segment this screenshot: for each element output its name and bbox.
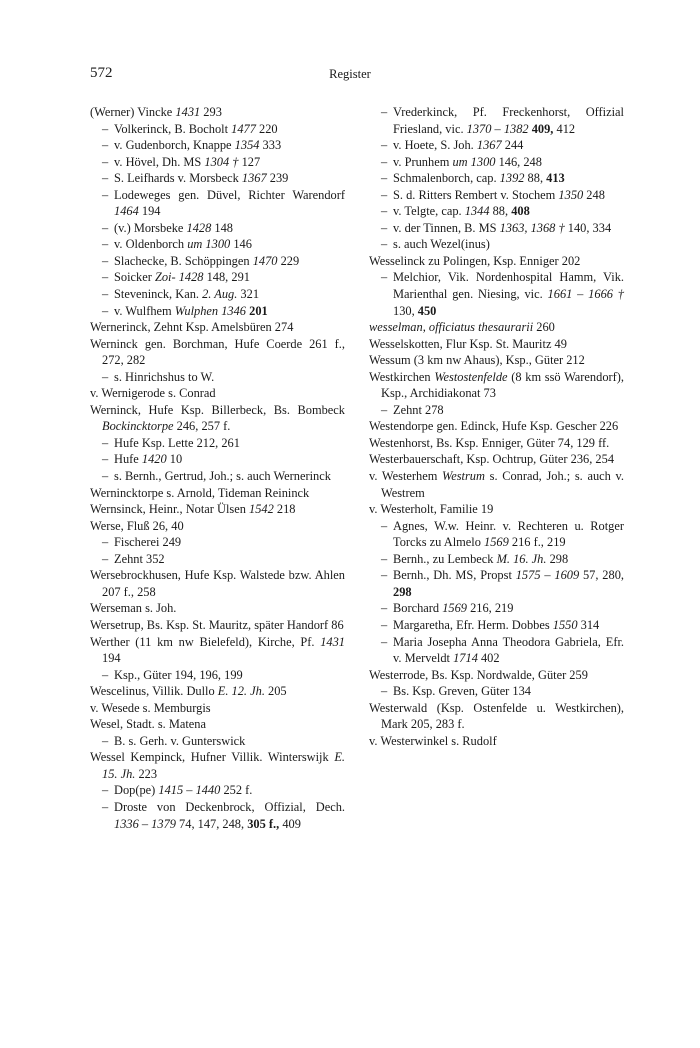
index-entry (369, 600, 624, 617)
index-entry (369, 418, 624, 435)
index-entry (369, 551, 624, 568)
entry-text: v. Westerwinkel s. Rudolf (369, 733, 497, 748)
index-entry (369, 170, 624, 187)
entry-text: 146 (230, 237, 252, 252)
index-entry (369, 203, 624, 220)
entry-text: 1431 (320, 634, 345, 649)
index-entry (90, 303, 345, 320)
entry-text: Wescelinus, Villik. Dullo (90, 684, 218, 699)
index-entry (90, 567, 345, 600)
entry-text: 1415 – 1440 (158, 783, 221, 798)
entry-text: 88, (489, 204, 512, 219)
index-entry (369, 501, 624, 518)
sub-entry-dash: – (102, 220, 109, 235)
entry-text: 293 (200, 105, 222, 119)
entry-text: Steveninck, Kan. (114, 287, 203, 302)
entry-text: Westerrode, Bs. Ksp. Nordwalde, Güter 259 (369, 667, 588, 682)
index-entry (369, 269, 624, 319)
entry-text: wesselman, officiatus thesaurarii (369, 320, 534, 335)
index-entry (369, 518, 624, 551)
entry-text: 216, 219 (466, 601, 514, 616)
sub-entry-dash: – (102, 435, 109, 450)
sub-entry-dash: – (381, 187, 388, 202)
entry-text: 10 (166, 452, 183, 467)
index-entry (90, 485, 345, 502)
index-entry (90, 799, 345, 832)
entry-text: Westerwald (Ksp. Ostenfelde u. Westkirchen), Mark 205, 283 f. (369, 700, 624, 732)
entry-text: 314 (577, 617, 600, 632)
entry-text: Westostenfelde (434, 369, 508, 384)
entry-text: v. Oldenborch (114, 237, 188, 252)
index-entry (90, 121, 345, 138)
entry-text: 223 (135, 766, 158, 781)
index-entry (90, 336, 345, 369)
entry-text: 1431 (175, 105, 201, 119)
index-entry (90, 749, 345, 782)
index-entry (369, 451, 624, 468)
entry-text: Wersebrockhusen, Hufe Ksp. Walstede bzw. Ahlen 207 f., 258 (90, 568, 345, 599)
sub-entry-dash: – (381, 270, 388, 285)
entry-text: 409 (279, 816, 301, 831)
entry-text: 2. Aug. (202, 287, 238, 302)
entry-text: Westkirchen (369, 369, 435, 384)
index-entry (369, 667, 624, 684)
entry-text: Westrum (442, 469, 485, 484)
entry-text: 88, (524, 171, 547, 186)
sub-entry-dash: – (381, 171, 388, 186)
index-entry (90, 667, 345, 684)
entry-text: 57, 280, (579, 568, 624, 583)
entry-text: 1714 (453, 651, 478, 666)
sub-entry-dash: – (381, 551, 388, 566)
entry-text: E. 12. Jh. (217, 684, 265, 699)
sub-entry-dash: – (102, 733, 109, 748)
sub-entry-dash: – (102, 469, 109, 484)
entry-text: Schmalenborch, cap. (393, 171, 500, 186)
entry-text: v. der Tinnen, B. MS (393, 220, 500, 235)
index-entry (90, 716, 345, 733)
entry-text: Slachecke, B. Schöppingen (114, 253, 253, 268)
index-entry (90, 286, 345, 303)
entry-text: 1354 (234, 138, 260, 153)
entry-text: 239 (266, 171, 289, 186)
index-entry (369, 319, 624, 336)
entry-text: Wernerinck, Zehnt Ksp. Amelsbüren 274 (90, 320, 294, 335)
entry-text: Droste von Deckenbrock, Offizial, Dech. (114, 799, 345, 814)
entry-text: 1542 (249, 502, 274, 517)
index-entry (90, 269, 345, 286)
entry-text: 412 (553, 121, 576, 136)
entry-text: v. Wernigerode s. Conrad (90, 386, 216, 401)
entry-text: 408 (511, 204, 530, 219)
entry-text: 194 (102, 651, 121, 666)
entry-text: 248 (583, 187, 605, 202)
index-entry (90, 451, 345, 468)
entry-text: 130, (393, 303, 418, 318)
sub-entry-dash: – (381, 105, 388, 119)
sub-entry-dash: – (102, 535, 109, 550)
entry-text: Melchior, Vik. Nordenhospital Hamm, Vik. Marienthal gen. Niesing, vic. (393, 270, 624, 302)
sub-entry-dash: – (381, 684, 388, 699)
entry-text: 1661 – 1666 † (547, 287, 624, 302)
entry-text: 205 (264, 684, 287, 699)
entry-text: v. Wesede s. Memburgis (90, 700, 211, 715)
sub-entry-dash: – (381, 138, 388, 153)
entry-text: Werse, Fluß 26, 40 (90, 518, 184, 533)
entry-text: Werther (11 km nw Bielefeld), Kirche, Pf. (90, 634, 321, 649)
sub-entry-dash: – (102, 799, 109, 814)
index-entry (90, 319, 345, 336)
index-entry (369, 700, 624, 733)
sub-entry-dash: – (381, 237, 388, 252)
entry-text: 260 (533, 320, 555, 335)
entry-text: Vrederkinck, Pf. Freckenhorst, Offizial Friesland, vic. (393, 105, 624, 136)
index-entry (369, 187, 624, 204)
entry-text: Bs. Ksp. Greven, Güter 134 (393, 684, 531, 699)
entry-text: Hufe Ksp. Lette 212, 261 (114, 435, 240, 450)
index-entry (369, 336, 624, 353)
entry-text: v. Hoete, S. Joh. (393, 138, 477, 153)
sub-entry-dash: – (381, 617, 388, 632)
sub-entry-dash: – (102, 187, 109, 202)
entry-text: Wersetrup, Bs. Ksp. St. Mauritz, später Handorf 86 (90, 617, 344, 632)
entry-text: 1367 (476, 138, 502, 153)
index-entry (90, 220, 345, 237)
sub-entry-dash: – (381, 154, 388, 169)
entry-text: Zehnt 352 (114, 551, 165, 566)
index-column-left (90, 104, 345, 832)
sub-entry-dash: – (381, 402, 388, 417)
entry-text: 1392 (499, 171, 525, 186)
entry-text: Westendorpe gen. Edinck, Hufe Ksp. Gescher 226 (369, 419, 619, 434)
index-entry (90, 154, 345, 171)
entry-text: Werninck gen. Borchman, Hufe Coerde 261 f., 272, 282 (90, 336, 345, 368)
entry-text: v. Hövel, Dh. MS (114, 154, 205, 169)
entry-text: Bernh., zu Lembeck (393, 551, 497, 566)
entry-text: 450 (417, 303, 437, 318)
entry-text: 402 (477, 651, 500, 666)
index-entry (90, 104, 345, 121)
sub-entry-dash: – (381, 634, 388, 649)
entry-text: 1569 (484, 535, 509, 550)
index-entry (90, 683, 345, 700)
index-entry (90, 170, 345, 187)
entry-text: v. Prunhem (393, 154, 453, 169)
sub-entry-dash: – (102, 121, 109, 136)
index-entry (90, 733, 345, 750)
sub-entry-dash: – (102, 171, 109, 186)
index-entry (369, 567, 624, 600)
entry-text: S. Leifhards v. Morsbeck (114, 171, 242, 186)
entry-text: 252 f. (220, 783, 253, 798)
entry-text: 216 f., 219 (508, 535, 566, 550)
entry-text: 127 (241, 154, 261, 169)
entry-text: um 1300 (452, 154, 496, 169)
sub-entry-dash: – (102, 303, 109, 318)
index-entry (90, 137, 345, 154)
sub-entry-dash: – (102, 237, 109, 252)
entry-text: Ksp., Güter 194, 196, 199 (114, 667, 243, 682)
entry-text: 1464 (114, 204, 139, 219)
entry-text: 194 (138, 204, 161, 219)
sub-entry-dash: – (102, 667, 109, 682)
index-entry (90, 518, 345, 535)
entry-text: 244 (501, 138, 524, 153)
sub-entry-dash: – (102, 138, 109, 153)
entry-text: Margaretha, Efr. Herm. Dobbes (393, 617, 553, 632)
index-entry (369, 617, 624, 634)
index-entry (369, 352, 624, 369)
index-entry (90, 700, 345, 717)
entry-text: 413 (546, 171, 565, 186)
sub-entry-dash: – (102, 287, 109, 302)
entry-text: 201 (249, 303, 268, 318)
entry-text: (v.) Morsbeke (114, 220, 187, 235)
index-entry (369, 683, 624, 700)
entry-text: B. s. Gerh. v. Gunterswick (114, 733, 246, 748)
index-entry (369, 369, 624, 402)
entry-text: 1304 † (204, 154, 242, 169)
entry-text: 1363, 1368 † (499, 220, 568, 235)
index-entry (90, 551, 345, 568)
entry-text: 333 (259, 138, 282, 153)
entry-text: Agnes, W.w. Heinr. v. Rechteren u. Rotger Torcks zu Almelo (393, 518, 624, 550)
entry-text: Wernsinck, Heinr., Notar Ülsen (90, 502, 250, 517)
entry-text: Hufe (114, 452, 142, 467)
entry-text: 246, 257 f. (173, 419, 231, 434)
index-entry (90, 634, 345, 667)
entry-text: Werseman s. Joh. (90, 601, 177, 616)
entry-text: Wesel, Stadt. s. Matena (90, 717, 206, 732)
entry-text: Westenhorst, Bs. Ksp. Enniger, Güter 74, 129 ff. (369, 435, 610, 450)
entry-text: M. 16. Jh. (496, 551, 547, 566)
index-entry (90, 385, 345, 402)
entry-text: Wulphen 1346 (174, 303, 247, 318)
sub-entry-dash: – (381, 601, 388, 616)
entry-text: Wessum (3 km nw Ahaus), Ksp., Güter 212 (369, 353, 585, 368)
index-entry (90, 187, 345, 220)
entry-text: Bockincktorpe (102, 419, 174, 434)
index-entry (369, 220, 624, 237)
index-entry (90, 369, 345, 386)
page-number: 572 (90, 65, 113, 81)
entry-text: Werninck, Hufe Ksp. Billerbeck, Bs. Bombeck (90, 402, 345, 417)
index-entry (90, 600, 345, 617)
entry-text: Zehnt 278 (393, 402, 444, 417)
entry-text: 74, 147, 248, (175, 816, 248, 831)
entry-text: Dop(pe) (114, 783, 159, 798)
entry-text: Wessel Kempinck, Hufner Villik. Winterswijk (90, 750, 335, 765)
sub-entry-dash: – (102, 154, 109, 169)
index-entry (369, 137, 624, 154)
index-entry (369, 435, 624, 452)
index-entry (369, 634, 624, 667)
entry-text: 298 (393, 584, 412, 599)
entry-text: 1350 (558, 187, 584, 202)
entry-text: 1367 (241, 171, 267, 186)
entry-text: 1569 (442, 601, 467, 616)
entry-text: v. Gudenborch, Knappe (114, 138, 235, 153)
index-entry (369, 253, 624, 270)
entry-text: 1550 (552, 617, 578, 632)
index-entry (90, 468, 345, 485)
entry-text: 1336 – 1379 (114, 816, 176, 831)
entry-text: s. Bernh., Gertrud, Joh.; s. auch Wernerinck (114, 469, 331, 484)
entry-text: 220 (255, 121, 278, 136)
entry-text: Fischerei 249 (114, 535, 182, 550)
entry-text: Volkerinck, B. Bocholt (114, 121, 232, 136)
index-entry (90, 534, 345, 551)
entry-text: Wesselskotten, Flur Ksp. St. Mauritz 49 (369, 336, 567, 351)
entry-text: 1428 (186, 220, 212, 235)
entry-text: S. d. Ritters Rembert v. Stochem (393, 187, 559, 202)
sub-entry-dash: – (381, 204, 388, 219)
entry-text: v. Westerhem (369, 469, 443, 484)
index-entry (90, 402, 345, 435)
index-column-right (369, 104, 624, 749)
index-entry (369, 402, 624, 419)
entry-text: 146, 248 (495, 154, 542, 169)
sub-entry-dash: – (102, 452, 109, 467)
entry-text: E. 15. Jh. (102, 750, 345, 781)
entry-text: v. Westerholt, Familie 19 (369, 502, 494, 517)
index-entry (90, 782, 345, 799)
entry-text: Westerbauerschaft, Ksp. Ochtrup, Güter 236, 254 (369, 452, 615, 467)
index-entry (369, 236, 624, 253)
sub-entry-dash: – (102, 253, 109, 268)
entry-text: (8 km ssö Warendorf), Ksp., Archidiakonat 73 (381, 369, 624, 401)
sub-entry-dash: – (102, 369, 109, 384)
entry-text: 148 (211, 220, 233, 235)
sub-entry-dash: – (381, 518, 388, 533)
sub-entry-dash: – (381, 220, 388, 235)
entry-text: Soicker (114, 270, 155, 285)
entry-text: Wesselinck zu Polingen, Ksp. Enniger 202 (369, 253, 581, 268)
entry-text: 305 f., (247, 816, 280, 831)
entry-text: v. Telgte, cap. (393, 204, 465, 219)
index-entry (90, 435, 345, 452)
entry-text: Borchard (393, 601, 443, 616)
index-entry (90, 236, 345, 253)
entry-text: um 1300 (187, 237, 231, 252)
entry-text: 1370 – 1382 (466, 121, 529, 136)
entry-text: s. Hinrichshus to W. (114, 369, 215, 384)
entry-text: 148, 291 (203, 270, 250, 285)
entry-text: 1575 – 1609 (515, 568, 580, 583)
entry-text: 140, 334 (567, 220, 612, 235)
entry-text: 218 (273, 502, 296, 517)
index-entry (369, 154, 624, 171)
entry-text: 409, (531, 121, 554, 136)
entry-text: 1477 (231, 121, 256, 136)
entry-text: Zoi- 1428 (154, 270, 204, 285)
index-entry (369, 733, 624, 750)
entry-text: s. Conrad, Joh.; s. auch v. Westrem (381, 469, 624, 500)
entry-text: 298 (546, 551, 569, 566)
entry-text: Lodeweges gen. Düvel, Richter Warendorf (114, 187, 345, 202)
running-head: Register (329, 67, 371, 81)
entry-text: (Werner) Vincke (90, 105, 176, 119)
entry-text: 321 (237, 287, 260, 302)
entry-text: 1470 (252, 253, 278, 268)
index-entry (90, 501, 345, 518)
sub-entry-dash: – (102, 783, 109, 798)
index-entry (90, 253, 345, 270)
entry-text: s. auch Wezel(inus) (393, 237, 490, 252)
entry-text: v. Wulfhem (114, 303, 175, 318)
index-entry (369, 468, 624, 501)
index-entry (90, 617, 345, 634)
entry-text: 1344 (464, 204, 490, 219)
sub-entry-dash: – (381, 568, 388, 583)
entry-text: 1420 (141, 452, 167, 467)
index-entry (369, 104, 624, 137)
sub-entry-dash: – (102, 270, 109, 285)
entry-text: Wernincktorpe s. Arnold, Tideman Reininck (90, 485, 310, 500)
entry-text: Maria Josepha Anna Theodora Gabriela, Efr. v. Merveldt (393, 634, 624, 666)
entry-text: 229 (277, 253, 300, 268)
sub-entry-dash: – (102, 551, 109, 566)
entry-text: Bernh., Dh. MS, Propst (393, 568, 516, 583)
